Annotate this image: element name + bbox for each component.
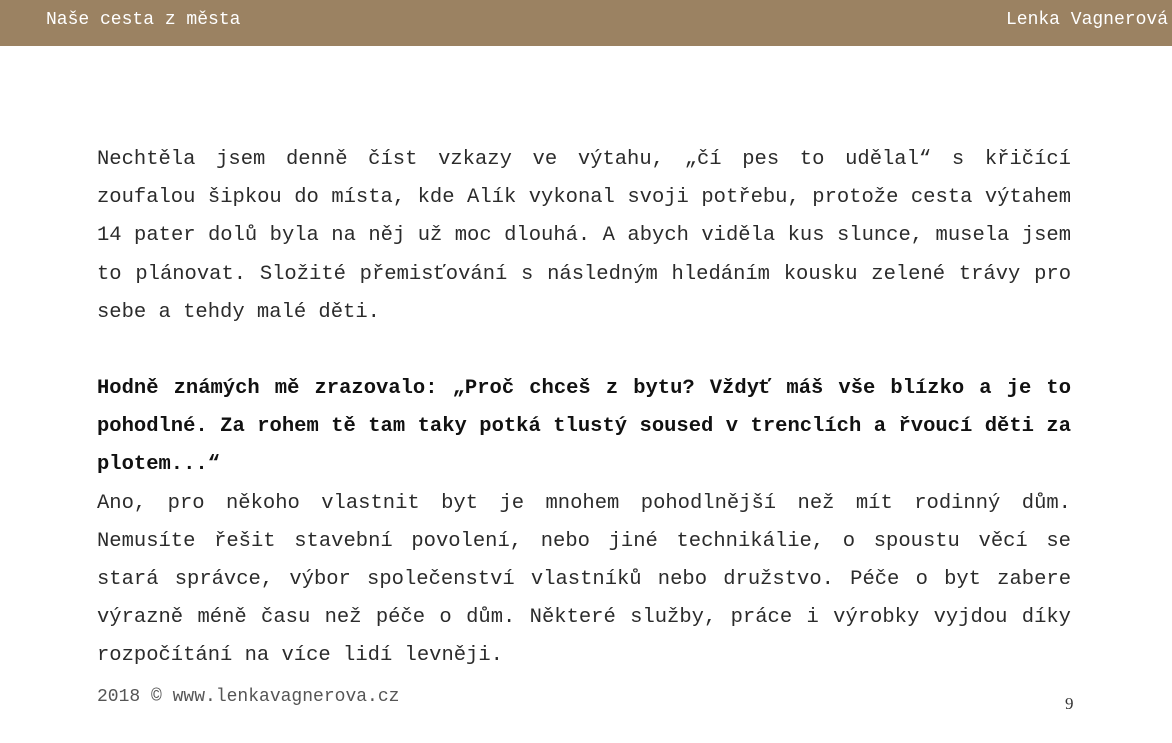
document-body — [97, 141, 1071, 676]
header-bar — [0, 0, 1172, 46]
author-name: Lenka Vagnerová — [1005, 10, 1168, 30]
footer-copyright: 2018 © www.lenkavagnerova.cz — [97, 687, 400, 707]
document-title: Naše cesta z města — [46, 10, 241, 30]
paragraph-quote: Hodně známých mě zrazovalo: „Proč chceš z bytu? Vždyť máš vše blízko a je to pohodlné. Za rohem tě tam taky potká tlustý soused v trenclích a řvoucí děti za plotem...“ — [97, 377, 1071, 477]
paragraph-apartment: Ano, pro někoho vlastnit byt je mnohem pohodlnější než mít rodinný dům. Nemusíte řešit stavební povolení, nebo jiné technikálie, o spoustu věcí se stará správce, výbor společenství vlastníků nebo družstvo. Péče o byt zabere výrazně méně času než péče o dům. Některé služby, práce i výrobky vyjdou díky rozpočítání na více lidí levněji. — [97, 491, 1071, 668]
page-number: 9 — [1065, 694, 1074, 713]
paragraph-intro: Nechtěla jsem denně číst vzkazy ve výtahu, „čí pes to udělal“ s křičící zoufalou šipkou do místa, kde Alík vykonal svoji potřebu, protože cesta výtahem 14 pater dolů byla na něj už moc dlouhá. A abych viděla kus slunce, musela jsem to plánovat. Složité přemisťování s následným hledáním kousku zelené trávy pro sebe a tehdy malé děti. — [97, 148, 1071, 324]
